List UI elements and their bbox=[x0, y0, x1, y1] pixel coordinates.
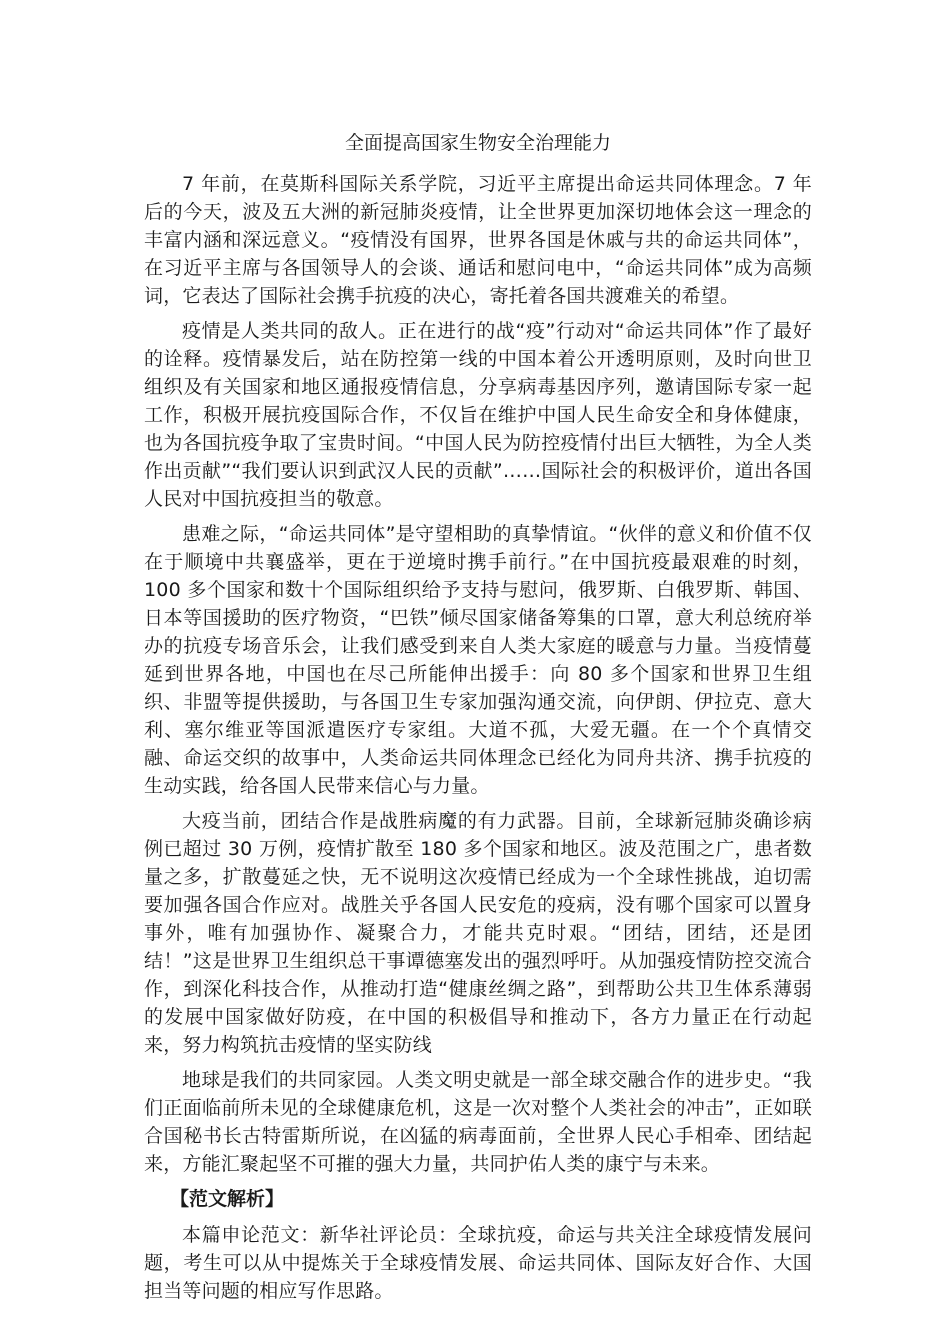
analysis-heading: 【范文解析】 bbox=[170, 1188, 285, 1210]
paragraph-5: 地球是我们的共同家园。人类文明史就是一部全球交融合作的进步史。“我们正面临前所未见的全球健康危机，这是一次对整个人类社会的冲击”，正如联合国秘书长古特雷斯所说，在凶猛的病毒面前，全世界人民心手相牵、团结起来，方能汇聚起坚不可摧的强大力量，共同护佑人类的康宁与未来。 bbox=[144, 1069, 812, 1175]
paragraph-1: 7 年前，在莫斯科国际关系学院，习近平主席提出命运共同体理念。7 年后的今天，波及五大洲的新冠肺炎疫情，让全世界更加深切地体会这一理念的丰富内涵和深远意义。“疫情没有国界，世界各国是休戚与共的命运共同体”，在习近平主席与各国领导人的会谈、通话和慰问电中，“命运共同体”成为高频词，它表达了国际社会携手抗疫的决心，寄托着各国共渡难关的希望。 bbox=[144, 173, 812, 307]
document-page bbox=[144, 130, 812, 1312]
paragraph-4: 大疫当前，团结合作是战胜病魔的有力武器。目前，全球新冠肺炎确诊病例已超过 30 万例，疫情扩散至 180 多个国家和地区。波及范围之广，患者数量之多，扩散蔓延之快，无不说明这次疫情已经成为一个全球性挑战，迫切需要加强各国合作应对。战胜关乎各国人民安危的疫病，没有哪个国家可以置身事外，唯有加强协作、凝聚合力，才能共克时艰。“团结，团结，还是团结！”这是世界卫生组织总干事谭德塞发出的强烈呼吁。从加强疫情防控交流合作，到深化科技合作，从推动打造“健康丝绸之路”，到帮助公共卫生体系薄弱的发展中国家做好防疫，在中国的积极倡导和推动下，各方力量正在行动起来，努力构筑抗击疫情的坚实防线 bbox=[144, 810, 812, 1056]
article-title: 全面提高国家生物安全治理能力 bbox=[344, 132, 611, 154]
paragraph-2: 疫情是人类共同的敌人。正在进行的战“疫”行动对“命运共同体”作了最好的诠释。疫情暴发后，站在防控第一线的中国本着公开透明原则，及时向世卫组织及有关国家和地区通报疫情信息，分享病毒基因序列，邀请国际专家一起工作，积极开展抗疫国际合作，不仅旨在维护中国人民生命安全和身体健康，也为各国抗疫争取了宝贵时间。“中国人民为防控疫情付出巨大牺牲，为全人类作出贡献”“我们要认识到武汉人民的贡献”……国际社会的积极评价，道出各国人民对中国抗疫担当的敬意。 bbox=[144, 320, 812, 510]
analysis-paragraph: 本篇申论范文：新华社评论员：全球抗疫，命运与共关注全球疫情发展问题，考生可以从中提炼关于全球疫情发展、命运共同体、国际友好合作、大国担当等问题的相应写作思路。 bbox=[144, 1224, 812, 1302]
paragraph-3: 患难之际，“命运共同体”是守望相助的真挚情谊。“伙伴的意义和价值不仅在于顺境中共襄盛举，更在于逆境时携手前行。”在中国抗疫最艰难的时刻，100 多个国家和数十个国际组织给予支持与慰问，俄罗斯、白俄罗斯、韩国、日本等国援助的医疗物资，“巴铁”倾尽国家储备筹集的口罩，意大利总统府举办的抗疫专场音乐会，让我们感受到来自人类大家庭的暖意与力量。当疫情蔓延到世界各地，中国也在尽己所能伸出援手：向 80 多个国家和世界卫生组织、非盟等提供援助，与各国卫生专家加强沟通交流，向伊朗、伊拉克、意大利、塞尔维亚等国派遣医疗专家组。大道不孤，大爱无疆。在一个个真情交融、命运交织的故事中，人类命运共同体理念已经化为同舟共济、携手抗疫的生动实践，给各国人民带来信心与力量。 bbox=[144, 523, 812, 797]
